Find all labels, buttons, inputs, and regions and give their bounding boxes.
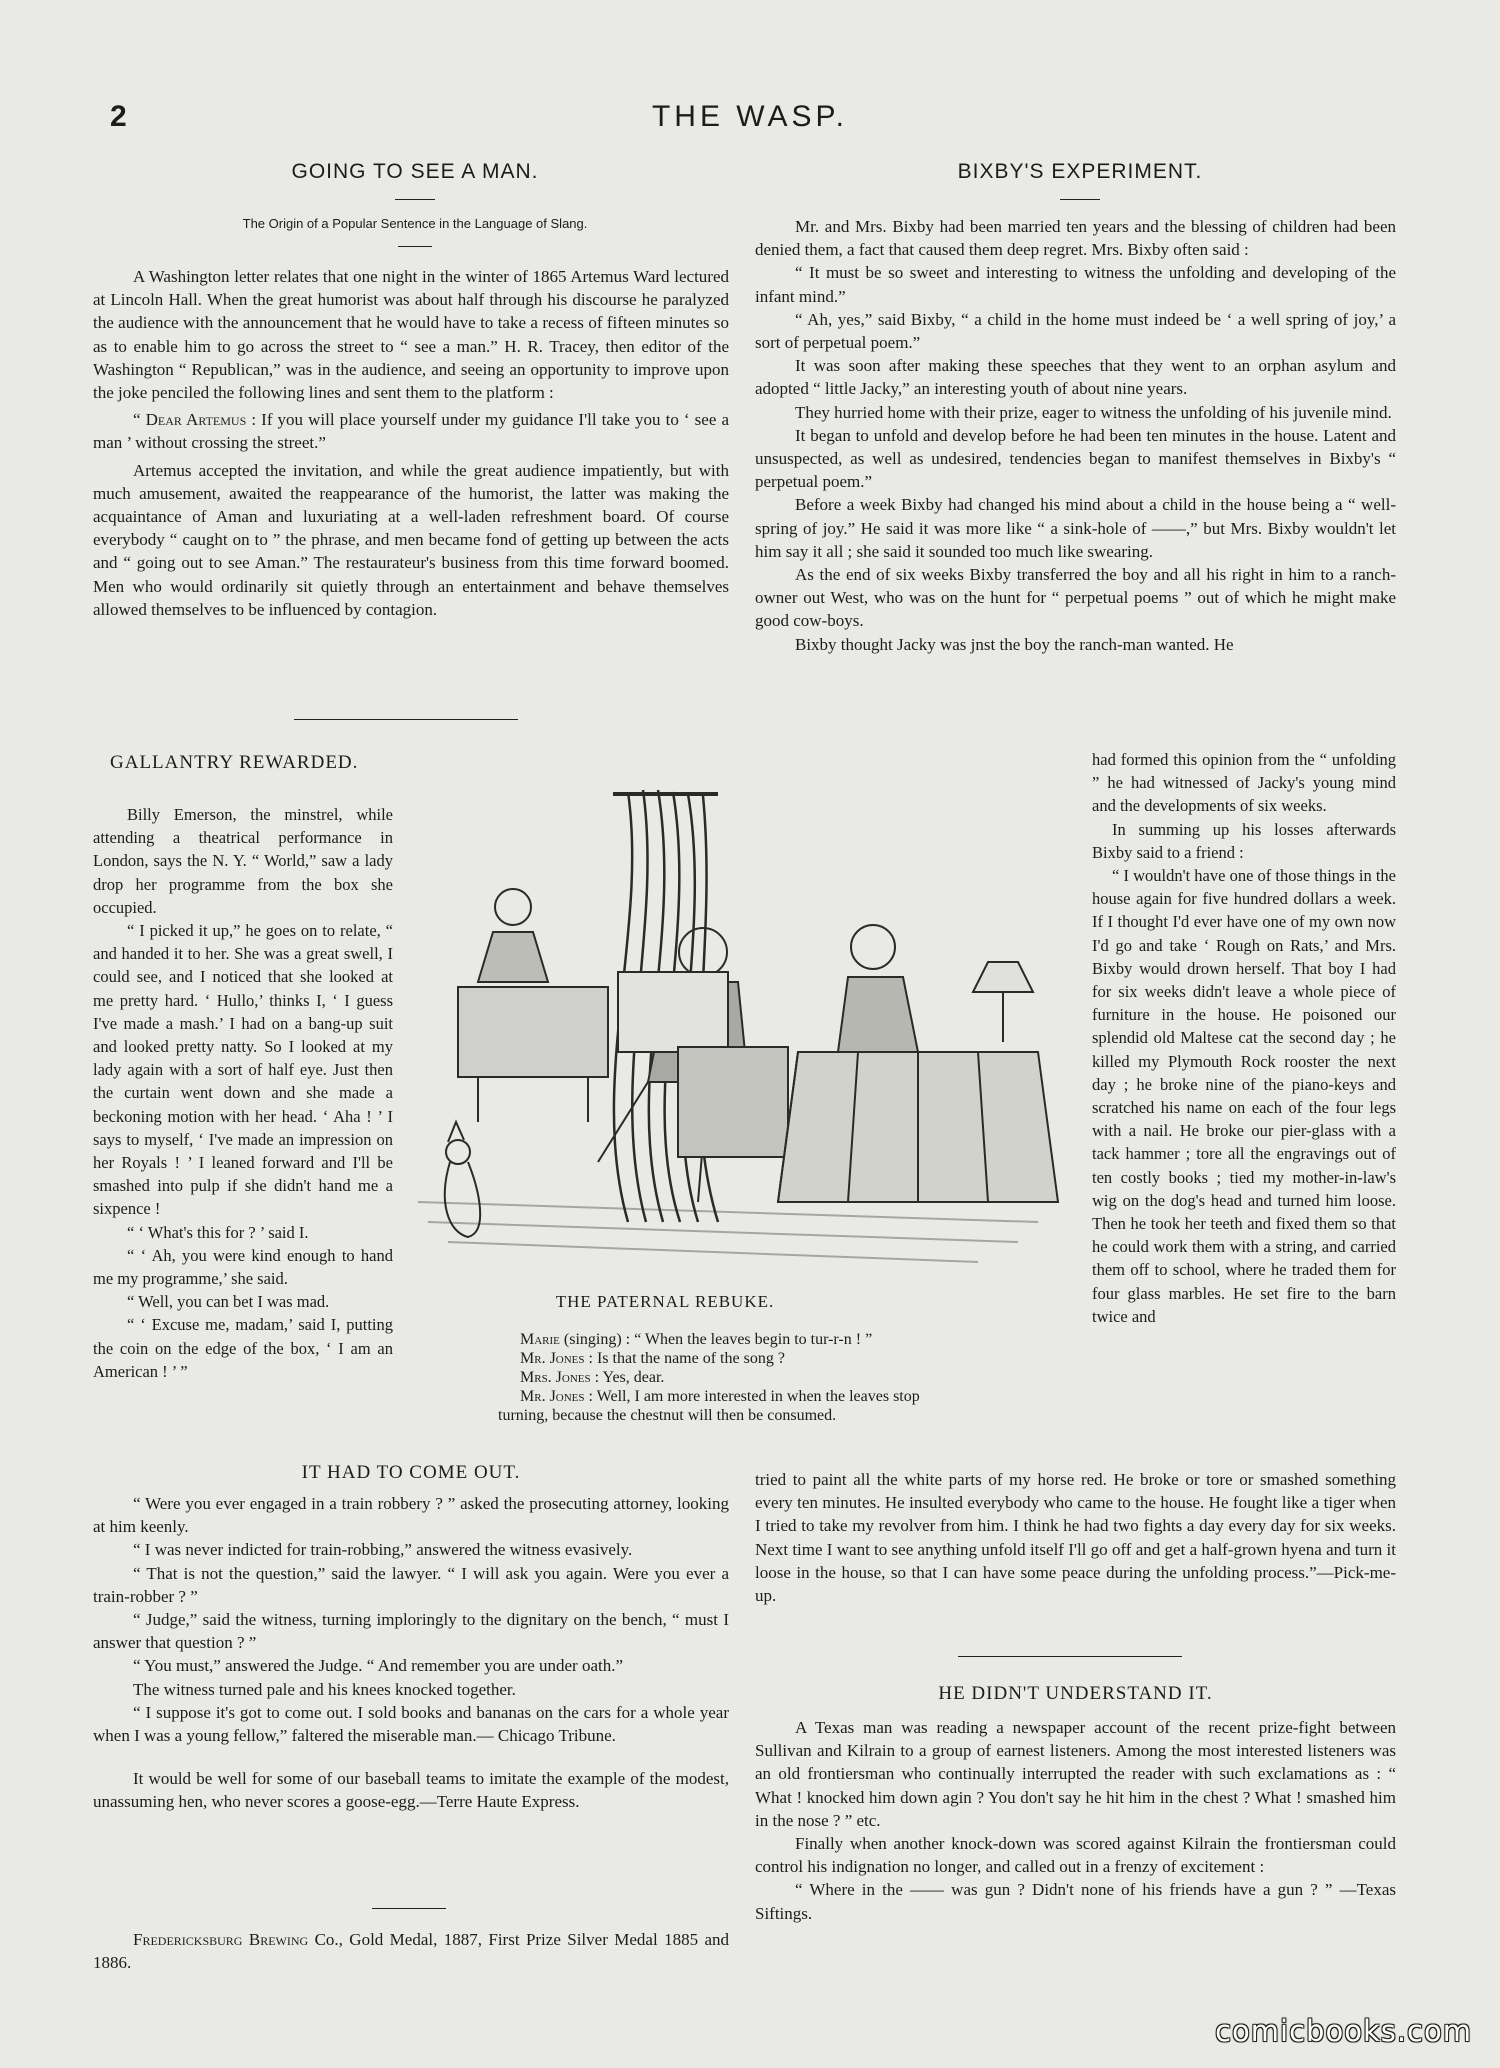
divider bbox=[398, 246, 432, 247]
caption-text: Well, I am more interested in when the leaves stop turning, because the chestnut will then be consumed. bbox=[498, 1388, 920, 1424]
paragraph: tried to paint all the white parts of my horse red. He broke or tore or smashed something every ten minutes. He insulted everybody who came to the house. He fought like a tiger when I tried to take my revolver from him. I think he had two fights a day every day for six weeks. Next time I want to see anything unfold itself I'll go off and get a half-grown hyena and turn it loose in the house, so that I can have some peace during the unfolding process.”—Pick-me-up. bbox=[755, 1470, 1396, 1606]
paragraph: “ I was never indicted for train-robbing,” answered the witness evasively. bbox=[133, 1540, 633, 1560]
paragraph: A Texas man was reading a newspaper account of the recent prize-fight between Sullivan and Kilrain to a group of earnest listeners. Among the most interested listeners was an old frontiersman who continually interrupted the reader with such exclamations as : “ What ! knocked him down agin ? You don't say he hit him in the chest ? What ! smashed him in the nose ? ” etc. bbox=[755, 1718, 1396, 1830]
paragraph: “ That is not the question,” said the lawyer. “ I will ask you again. Were you ever a train-robber ? ” bbox=[93, 1563, 729, 1606]
divider bbox=[958, 1656, 1182, 1657]
caption-line bbox=[498, 1387, 968, 1425]
speaker-name: Mr. Jones : bbox=[520, 1388, 593, 1405]
speaker-name: Mrs. Jones : bbox=[520, 1369, 600, 1386]
paragraph: “ It must be so sweet and interesting to witness the unfolding and developing of the infant mind.” bbox=[755, 263, 1396, 306]
floor-hatching bbox=[418, 1202, 1038, 1262]
paragraph bbox=[93, 1928, 729, 1974]
letter-text: If you will place yourself under my guidance I'll take you to ‘ see a man ’ without crossing the street.” bbox=[93, 410, 729, 453]
come-out-title: IT HAD TO COME OUT. bbox=[301, 1462, 521, 1483]
paragraph: “ ‘ Excuse me, madam,’ said I, putting the coin on the edge of the box, ‘ I am an American ! ’ ” bbox=[93, 1315, 393, 1381]
newspaper bbox=[618, 972, 728, 1052]
caption-text: (singing) : “ When the leaves begin to tur-r-n ! ” bbox=[559, 1331, 873, 1348]
paragraph: Billy Emerson, the minstrel, while attending a theatrical performance in London, says the N. Y. “ World,” saw a lady drop her programme from the box she occupied. bbox=[93, 805, 393, 917]
company-name: Fredericksburg Brewing bbox=[133, 1930, 309, 1949]
watermark: comicbooks.com bbox=[1215, 2014, 1472, 2048]
come-out-article bbox=[93, 1492, 729, 1814]
divider bbox=[395, 199, 435, 200]
paragraph: Artemus accepted the invitation, and while the great audience impatiently, but with much amusement, awaited the reappearance of the humorist, the latter was making the acquaintance of Aman and luxuriating at a well-laden refreshment board. Of course everybody “ caught on to ” the phrase, and men became fond of getting up between the acts and “ going out to see Aman.” The restaurateur's business from this time forward boomed. Men who would ordinarily sit quietly through an entertainment and behave themselves allowed themselves to be influenced by contagion. bbox=[93, 460, 729, 619]
lamp bbox=[973, 962, 1033, 992]
divider bbox=[372, 1908, 446, 1909]
paragraph: “ Well, you can bet I was mad. bbox=[127, 1292, 330, 1312]
paragraph: Before a week Bixby had changed his mind about a child in the house being a “ well-spring of joy.” He said it was more like “ a sink-hole of ——,” but Mrs. Bixby wouldn't let him say it all ; she said it sounded too much like swearing. bbox=[755, 495, 1396, 561]
caption-line bbox=[498, 1368, 968, 1387]
caption-text: Yes, dear. bbox=[599, 1369, 665, 1386]
going-title: GOING TO SEE A MAN. bbox=[291, 160, 539, 183]
paragraph: The witness turned pale and his knees knocked together. bbox=[133, 1679, 516, 1699]
paragraph: “ I wouldn't have one of those things in the house again for five hundred dollars a week. If I thought I'd ever have one of my own now I'd go and take ‘ Rough on Rats,’ and Mrs. Bixby would drown herself. That boy I had for six weeks didn't leave a whole piece of furniture in the house. He poisoned our splendid old Maltese cat the second day ; he killed my Plymouth Rock rooster the next day ; he broke nine of the piano-keys and scratched his name on each of the four legs with a nail. He broke our pier-glass with a tack hammer ; tore all the engravings out of ten costly books ; tied my mother-in-law's wig on the dog's head and turned him loose. Then he took her teeth and fixed them so that he could work them with a string, and carried them off to school, where he traded them for four glass marbles. He set fire to the barn twice and bbox=[1092, 866, 1396, 1326]
understand-article bbox=[755, 1716, 1396, 1925]
paragraph: “ Were you ever engaged in a train robbery ? ” asked the prosecuting attorney, looking at him keenly. bbox=[93, 1494, 729, 1537]
paragraph: A Washington letter relates that one night in the winter of 1865 Artemus Ward lectured at Lincoln Hall. When the great humorist was about half through his discourse he paralyzed the audience with the announcement that he would have to take a recess of fifteen minutes so as to enable him to go across the street to “ see a man.” H. R. Tracey, then editor of the Washington “ Republican,” was in the audience, and seeing an opportunity to improve upon the joke penciled the following lines and sent them to the platform : bbox=[93, 267, 729, 403]
bixby-article-narrow bbox=[1092, 748, 1396, 1328]
notice-text: Co., Gold Medal, 1887, First Prize Silver Medal 1885 and 1886. bbox=[93, 1930, 729, 1973]
paragraph: Bixby thought Jacky was jnst the boy the ranch-man wanted. He bbox=[795, 634, 1234, 654]
paragraph: “ You must,” answered the Judge. “ And remember you are under oath.” bbox=[133, 1656, 624, 1676]
salutation: “ Dear Artemus : bbox=[133, 410, 257, 430]
cat-figure bbox=[445, 1122, 480, 1237]
girl-figure bbox=[495, 889, 531, 925]
paragraph: It began to unfold and develop before he had been ten minutes in the house. Latent and unsuspected, as well as undesired, tendencies began to manifest themselves in Bixby's “ perpetual poem.” bbox=[755, 425, 1396, 492]
cartoon-illustration bbox=[418, 782, 1078, 1282]
paragraph: It was soon after making these speeches that they went to an orphan asylum and adopted “ little Jacky,” an interesting youth of about nine years. bbox=[755, 356, 1396, 399]
paragraph: “ I suppose it's got to come out. I sold books and bananas on the cars for a whole year when I was a young fellow,” faltered the miserable man.— Chicago Tribune. bbox=[93, 1702, 729, 1746]
paragraph: Mr. and Mrs. Bixby had been married ten years and the blessing of children had been denied them, a fact that caused them deep regret. Mrs. Bixby often said : bbox=[755, 217, 1396, 260]
bixby-title: BIXBY'S EXPERIMENT. bbox=[957, 160, 1203, 183]
paragraph: “ Ah, yes,” said Bixby, “ a child in the home must indeed be ‘ a well spring of joy,’ a sort of perpetual poem.” bbox=[755, 309, 1396, 353]
wicker-chair bbox=[678, 1047, 788, 1157]
paragraph: As the end of six weeks Bixby transferred the boy and all his right in him to a ranch-owner out West, who was on the hunt for “ perpetual poems ” out of which he might make good cow-boys. bbox=[755, 565, 1396, 631]
speaker-name: Marie bbox=[520, 1331, 560, 1348]
divider bbox=[1060, 199, 1100, 200]
paragraph: “ ‘ What's this for ? ’ said I. bbox=[127, 1222, 309, 1242]
paragraph: “ ‘ Ah, you were kind enough to hand me my programme,’ she said. bbox=[93, 1245, 393, 1289]
caption-line bbox=[498, 1349, 968, 1368]
brewing-notice bbox=[93, 1928, 729, 1974]
divider bbox=[294, 719, 518, 720]
paragraph: had formed this opinion from the “ unfolding ” he had witnessed of Jacky's young mind and the developments of six weeks. bbox=[1092, 750, 1396, 816]
bixby-article-end bbox=[755, 1468, 1396, 1607]
gallantry-article bbox=[93, 803, 393, 1383]
cartoon-caption bbox=[498, 1330, 968, 1425]
cartoon-title: THE PATERNAL REBUKE. bbox=[555, 1292, 775, 1311]
going-subtitle: The Origin of a Popular Sentence in the Language of Slang. bbox=[242, 216, 588, 231]
paragraph: They hurried home with their prize, eager to witness the unfolding of his juvenile mind. bbox=[795, 402, 1392, 422]
gallantry-title: GALLANTRY REWARDED. bbox=[110, 752, 359, 773]
understand-title: HE DIDN'T UNDERSTAND IT. bbox=[938, 1683, 1213, 1704]
page-number: 2 bbox=[110, 100, 127, 133]
masthead: THE WASP. bbox=[651, 100, 849, 133]
mother-figure bbox=[851, 925, 895, 969]
bixby-article bbox=[755, 215, 1396, 656]
paragraph: “ Judge,” said the witness, turning imploringly to the dignitary on the bench, “ must I answer that question ? ” bbox=[93, 1610, 729, 1653]
paragraph bbox=[93, 408, 729, 454]
piano bbox=[458, 987, 608, 1077]
speaker-name: Mr. Jones : bbox=[520, 1350, 593, 1367]
caption-line bbox=[498, 1330, 968, 1349]
paragraph: Finally when another knock-down was scored against Kilrain the frontiersman could control his indignation no longer, and called out in a frenzy of excitement : bbox=[755, 1834, 1396, 1877]
paragraph: “ I picked it up,” he goes on to relate, “ and handed it to her. She was a great swell, I could see, and I noticed that she looked at me pretty hard. ‘ Hullo,’ thinks I, ‘ I guess I've made a mash.’ I had on a bang-up suit and looked pretty natty. So I looked at my lady again with a sort of half eye. Just then the curtain went down and she made a beckoning motion with her head. ‘ Aha ! ’ I says to myself, ‘ I've made an impression on her Royals ! ’ I leaned forward and I'll be smashed into pulp if she didn't hand me a sixpence ! bbox=[93, 921, 393, 1219]
caption-text: Is that the name of the song ? bbox=[592, 1350, 785, 1367]
paragraph: “ Where in the —— was gun ? Didn't none of his friends have a gun ? ” —Texas Siftings. bbox=[755, 1880, 1396, 1923]
paragraph: In summing up his losses afterwards Bixby said to a friend : bbox=[1092, 819, 1396, 862]
going-article bbox=[93, 265, 729, 621]
paragraph: It would be well for some of our baseball teams to imitate the example of the modest, unassuming hen, who never scores a goose-egg.—Terre Haute Express. bbox=[93, 1769, 729, 1812]
